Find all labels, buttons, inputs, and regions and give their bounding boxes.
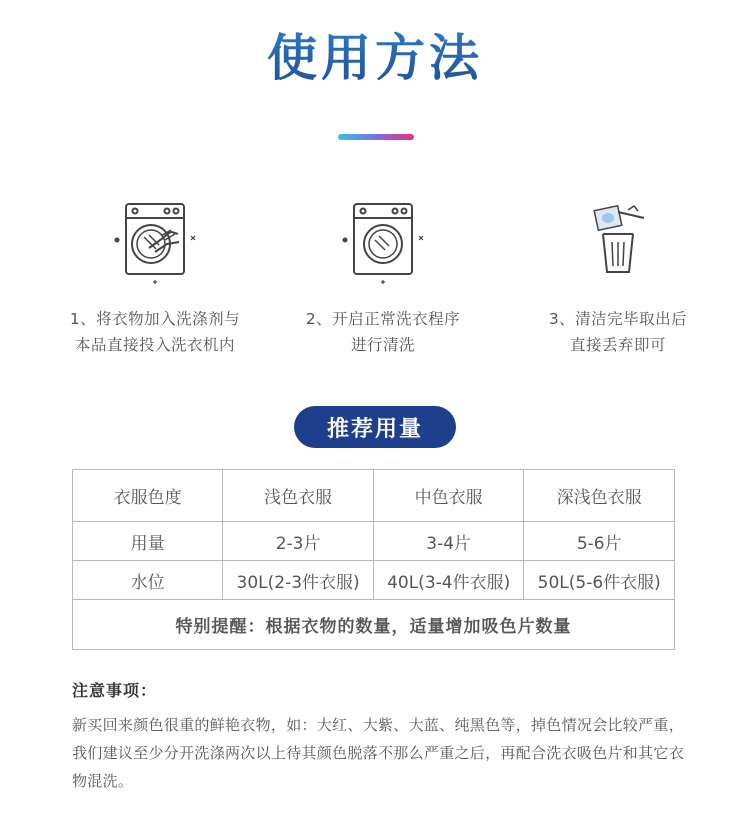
table-header-cell: 深浅色衣服 [524, 470, 675, 522]
step-1 [35, 190, 275, 358]
table-cell: 用量 [73, 522, 223, 561]
table-row [73, 600, 675, 650]
reminder-cell: 特别提醒：根据衣物的数量，适量增加吸色片数量 [73, 600, 675, 650]
step-2-line-2: 进行清洗 [350, 336, 415, 354]
step-3-line-1: 3、清洁完毕取出后 [548, 310, 688, 328]
dosage-table [72, 469, 675, 650]
washing-machine-icon [263, 190, 503, 290]
table-header-cell: 衣服色度 [73, 470, 223, 522]
table-cell: 水位 [73, 561, 223, 600]
step-3-line-2: 直接丢弃即可 [569, 336, 666, 354]
table-cell: 5-6片 [524, 522, 675, 561]
step-1-line-2: 本品直接投入洗衣机内 [74, 336, 235, 354]
step-3 [498, 190, 738, 358]
table-cell: 2-3片 [223, 522, 374, 561]
step-1-line-1: 1、将衣物加入洗涤剂与 [69, 310, 241, 328]
table-cell: 3-4片 [373, 522, 524, 561]
notice-body: 新买回来颜色很重的鲜艳衣物，如：大红、大紫、大蓝、纯黑色等，掉色情况会比较严重，我们建议至少分开洗涤两次以上待其颜色脱落不那么严重之后，再配合洗衣吸色片和其它衣物混洗。 [72, 716, 685, 790]
table-header-cell: 浅色衣服 [223, 470, 374, 522]
recommended-dosage-label: 推荐用量 [294, 406, 456, 448]
step-2-line-1: 2、开启正常洗衣程序 [305, 310, 461, 328]
table-cell: 50L(5-6件衣服) [524, 561, 675, 600]
table-row [73, 561, 675, 600]
page-title: 使用方法 [0, 18, 750, 90]
notice-heading: 注意事项： [72, 681, 158, 700]
step-2 [263, 190, 503, 358]
title-accent-bar [338, 134, 414, 140]
table-cell: 40L(3-4件衣服) [373, 561, 524, 600]
trash-can-icon [498, 190, 738, 290]
table-cell: 30L(2-3件衣服) [223, 561, 374, 600]
table-row [73, 470, 675, 522]
table-header-cell: 中色衣服 [373, 470, 524, 522]
table-row [73, 522, 675, 561]
washing-machine-hand-icon [35, 190, 275, 290]
